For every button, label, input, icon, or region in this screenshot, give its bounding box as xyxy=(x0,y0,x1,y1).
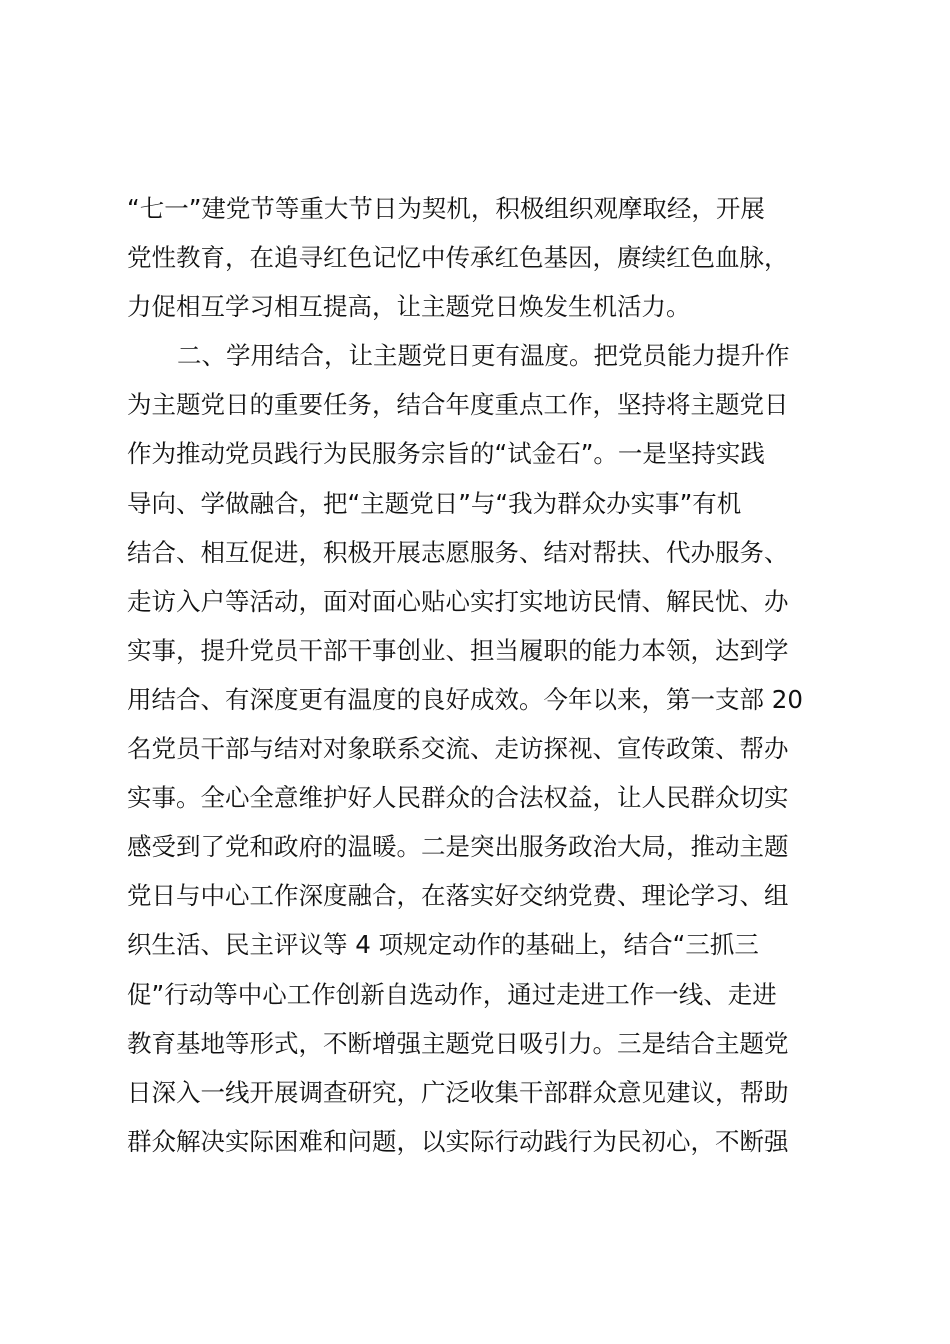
text-line: 感受到了党和政府的温暖。二是突出服务政治大局，推动主题 xyxy=(127,832,789,862)
text-line: 力促相互学习相互提高，让主题党日焕发生机活力。 xyxy=(127,292,691,322)
body-text xyxy=(127,184,837,1166)
text-line: 名党员干部与结对对象联系交流、走访探视、宣传政策、帮办 xyxy=(127,734,789,764)
text-line: “七一”建党节等重大节日为契机，积极组织观摩取经，开展 xyxy=(127,194,765,223)
text-line: 织生活、民主评议等 4 项规定动作的基础上，结合“三抓三 xyxy=(127,930,759,960)
text-line: 促”行动等中心工作创新自选动作，通过走进工作一线、走进 xyxy=(127,979,777,1009)
text-line: 为主题党日的重要任务，结合年度重点工作，坚持将主题党日 xyxy=(127,390,789,420)
text-line: 群众解决实际困难和问题，以实际行动践行为民初心，不断强 xyxy=(127,1126,789,1156)
section-heading-line: 二、学用结合，让主题党日更有温度。把党员能力提升作 xyxy=(177,341,790,371)
text-line: 走访入户等活动，面对面心贴心实打实地访民情、解民忧、办 xyxy=(127,586,789,616)
text-line: 实事。全心全意维护好人民群众的合法权益，让人民群众切实 xyxy=(127,783,789,813)
text-line: 党性教育，在追寻红色记忆中传承红色基因，赓续红色血脉， xyxy=(127,243,789,273)
text-line: 结合、相互促进，积极开展志愿服务、结对帮扶、代办服务、 xyxy=(127,537,789,567)
text-line: 党日与中心工作深度融合，在落实好交纳党费、理论学习、组 xyxy=(127,881,789,911)
text-line: 日深入一线开展调查研究，广泛收集干部群众意见建议，帮助 xyxy=(127,1077,789,1107)
text-line: 作为推动党员践行为民服务宗旨的“试金石”。一是坚持实践 xyxy=(127,439,765,469)
text-line: 用结合、有深度更有温度的良好成效。今年以来，第一支部 20 xyxy=(127,684,803,714)
text-line: 实事，提升党员干部干事创业、担当履职的能力本领，达到学 xyxy=(127,635,789,665)
text-line: 导向、学做融合，把“主题党日”与“我为群众办实事”有机 xyxy=(127,488,742,518)
text-line: 教育基地等形式，不断增强主题党日吸引力。三是结合主题党 xyxy=(127,1028,789,1058)
